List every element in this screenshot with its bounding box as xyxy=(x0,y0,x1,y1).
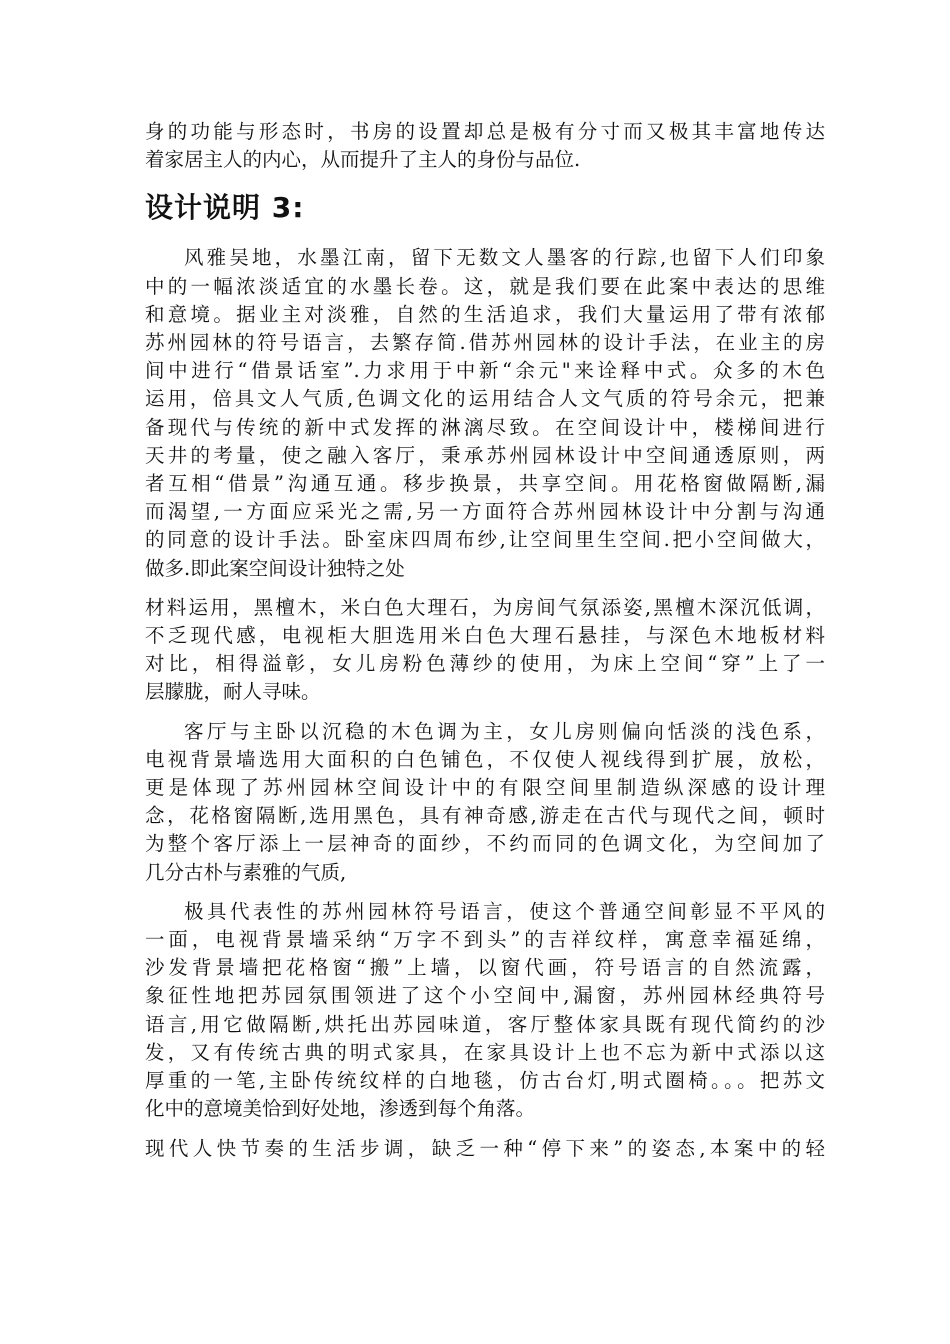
text-line: 者互相“借景”沟通互通。移步换景，共享空间。用花格窗做隔断,漏 xyxy=(145,472,825,496)
text-line: 象征性地把苏园氛围领进了这个小空间中,漏窗，苏州园林经典符号 xyxy=(145,984,825,1008)
text-line: 运用，倍具文人气质,色调文化的运用结合人文气质的符号余元，把兼 xyxy=(145,387,825,411)
text-line: 而渴望,一方面应采光之需,另一方面符合苏州园林设计中分割与沟通 xyxy=(145,500,825,524)
text-line: 间中进行“借景话室”.力求用于中新“余元"来诠释中式。众多的木色 xyxy=(145,359,825,383)
text-line: 客厅与主卧以沉稳的木色调为主，女儿房则偏向恬淡的浅色系， xyxy=(184,719,825,743)
document-page xyxy=(145,118,825,1163)
text-line: 和意境。据业主对淡雅，自然的生活追求，我们大量运用了带有浓郁 xyxy=(145,302,825,326)
text-line: 备现代与传统的新中式发挥的淋漓尽致。在空间设计中，楼梯间进行 xyxy=(145,415,825,439)
text-line: 为整个客厅添上一层神奇的面纱，不约而同的色调文化，为空间加了 xyxy=(145,832,825,856)
text-line: 念，花格窗隔断,选用黑色，具有神奇感,游走在古代与现代之间，顿时 xyxy=(145,804,825,828)
text-line: 电视背景墙选用大面积的白色铺色，不仅使人视线得到扩展，放松， xyxy=(145,747,825,771)
intro-paragraph xyxy=(145,118,825,174)
text-line: 极具代表性的苏州园林符号语言，使这个普通空间彰显不平风的 xyxy=(184,899,825,923)
paragraph-1 xyxy=(145,244,825,582)
paragraph-3 xyxy=(145,718,825,887)
text-line: 做多.即此案空间设计独特之处 xyxy=(145,556,405,580)
paragraph-5 xyxy=(145,1135,825,1163)
text-line: 几分古朴与素雅的气质, xyxy=(145,860,347,884)
text-line: 一面，电视背景墙采纳“万字不到头”的吉祥纹样，寓意幸福延绵， xyxy=(145,928,825,952)
text-line: 材料运用，黑檀木，米白色大理石，为房间气氛添姿,黑檀木深沉低调， xyxy=(145,595,825,619)
paragraph-4 xyxy=(145,898,825,1124)
text-line: 更是体现了苏州园林空间设计中的有限空间里制造纵深感的设计理 xyxy=(145,776,825,800)
text-line: 对比，相得溢彰，女儿房粉色薄纱的使用，为床上空间“穿”上了一 xyxy=(145,652,825,676)
text-line: 语言,用它做隔断,烘托出苏园味道，客厅整体家具既有现代简约的沙 xyxy=(145,1012,825,1036)
text-line: 中的一幅浓淡适宜的水墨长卷。这，就是我们要在此案中表达的思维 xyxy=(145,274,825,298)
text-line: 身的功能与形态时，书房的设置却总是极有分寸而又极其丰富地传达 xyxy=(145,120,825,143)
text-line: 化中的意境美恰到好处地，渗透到每个角落。 xyxy=(145,1097,536,1121)
text-line: 着家居主人的内心，从而提升了主人的身份与品位. xyxy=(145,148,581,172)
text-line: 厚重的一笔,主卧传统纹样的白地毯，仿古台灯,明式圈椅。。。把苏文 xyxy=(145,1069,825,1093)
text-line: 的同意的设计手法。卧室床四周布纱,让空间里生空间.把小空间做大， xyxy=(145,528,825,552)
section-heading: 设计说明 3: xyxy=(145,191,305,225)
text-line: 苏州园林的符号语言，去繁存简.借苏州园林的设计手法，在业主的房 xyxy=(145,331,825,355)
text-line: 天井的考量，使之融入客厅，秉承苏州园林设计中空间通透原则，两 xyxy=(145,443,825,467)
text-line: 沙发背景墙把花格窗“搬”上墙，以窗代画，符号语言的自然流露， xyxy=(145,956,825,980)
text-line: 层朦胧，耐人寻味。 xyxy=(145,680,321,704)
text-line: 发，又有传统古典的明式家具，在家具设计上也不忘为新中式添以这 xyxy=(145,1040,825,1064)
text-line: 不乏现代感，电视柜大胆选用米白色大理石悬挂，与深色木地板材料 xyxy=(145,624,825,648)
text-line: 风雅吴地，水墨江南，留下无数文人墨客的行踪,也留下人们印象 xyxy=(184,246,825,270)
paragraph-2 xyxy=(145,594,825,707)
text-line: 现代人快节奏的生活步调，缺乏一种“停下来”的姿态,本案中的轻 xyxy=(145,1136,825,1160)
